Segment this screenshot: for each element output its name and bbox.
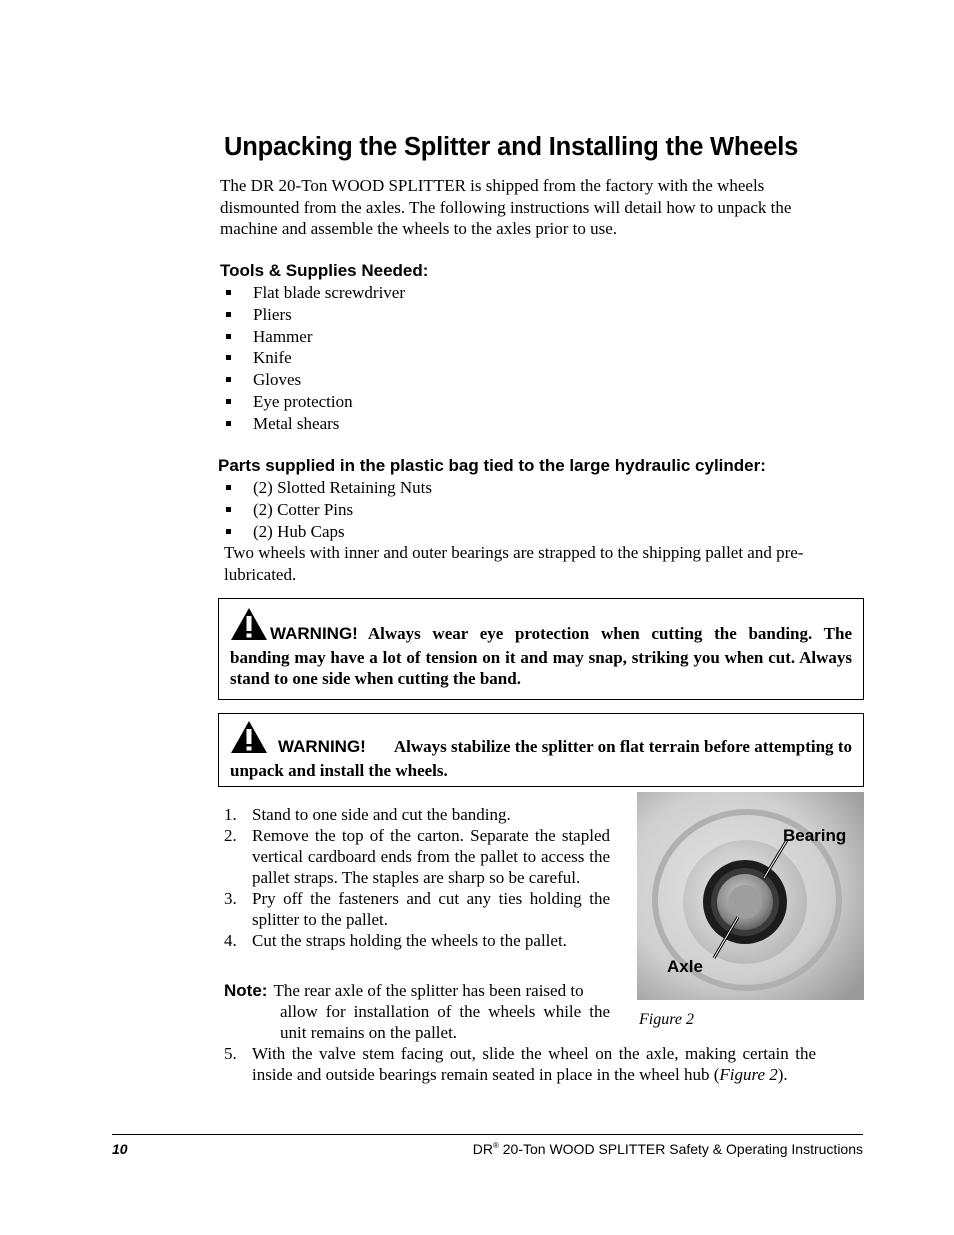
- figure-photo-wheel-hub: [637, 792, 864, 1000]
- list-item: (2) Hub Caps: [224, 521, 432, 543]
- warning-triangle-icon: [230, 607, 268, 647]
- figure-reference: Figure 2: [719, 1065, 778, 1084]
- list-item: [224, 1043, 816, 1085]
- axle-label: Axle: [667, 957, 703, 976]
- figure-caption: Figure 2: [639, 1011, 694, 1028]
- warning-triangle-icon: [230, 720, 268, 760]
- list-item: Hammer: [224, 326, 405, 348]
- brand: DR: [472, 1141, 493, 1157]
- list-item: [224, 825, 610, 888]
- note: [224, 980, 610, 1043]
- note-label: Note:: [224, 981, 268, 1000]
- bearing-label: Bearing: [783, 826, 847, 845]
- warning-label: WARNING!: [270, 624, 358, 643]
- warning-text: Always stabilize the splitter on flat terrain before attempting to unpack and install the wheels.: [230, 737, 852, 780]
- list-item: Gloves: [224, 369, 405, 391]
- step-text-end: ).: [777, 1065, 788, 1084]
- list-item: (2) Cotter Pins: [224, 499, 432, 521]
- list-item: Flat blade screwdriver: [224, 282, 405, 304]
- running-footer: [473, 1141, 863, 1157]
- step-number: 4.: [224, 931, 237, 950]
- list-item: [224, 888, 610, 930]
- step-text: Remove the top of the carton. Separate the stapled vertical cardboard ends from the pallet to access the pallet straps. The staples are sharp so be careful.: [252, 826, 610, 887]
- list-item: Knife: [224, 347, 405, 369]
- step-text: With the valve stem facing out, slide the wheel on the axle, making certain the inside and outside bearings remain seated in place in the wheel hub (: [252, 1044, 816, 1084]
- pallet-paragraph: Two wheels with inner and outer bearings are strapped to the shipping pallet and pre-lubricated.: [224, 543, 804, 584]
- tools-heading: Tools & Supplies Needed:: [220, 261, 429, 280]
- parts-list: [224, 477, 432, 542]
- parts-heading: Parts supplied in the plastic bag tied to the large hydraulic cylinder:: [218, 456, 766, 475]
- intro-paragraph: The DR 20-Ton WOOD SPLITTER is shipped from the factory with the wheels dismounted from the axles. The following instructions will detail how to unpack the machine and assemble the wheels to the axles prior to use.: [220, 176, 792, 238]
- list-item: Eye protection: [224, 391, 405, 413]
- step-number: 1.: [224, 805, 237, 824]
- note-text-continued: allow for installation of the wheels while the unit remains on the pallet.: [280, 1002, 610, 1042]
- list-item: (2) Slotted Retaining Nuts: [224, 477, 432, 499]
- registered-mark: ®: [492, 1141, 499, 1150]
- tools-list: [224, 282, 405, 435]
- warning-box-stabilize: [218, 713, 864, 787]
- list-item: Pliers: [224, 304, 405, 326]
- step-text: Cut the straps holding the wheels to the pallet.: [252, 931, 567, 950]
- step-text: Stand to one side and cut the banding.: [252, 805, 511, 824]
- warning-text: Always wear eye protection when cutting the banding. The banding may have a lot of tension on it and may snap, striking you when cut. Always stand to one side when cutting the band.: [230, 624, 852, 688]
- footer-title: 20-Ton WOOD SPLITTER Safety & Operating Instructions: [498, 1141, 863, 1157]
- step-number: 3.: [224, 889, 237, 908]
- list-item: Metal shears: [224, 413, 405, 435]
- steps-list: [224, 804, 610, 951]
- note-text: The rear axle of the splitter has been raised to: [273, 981, 584, 1000]
- section-title: Unpacking the Splitter and Installing the Wheels: [224, 133, 799, 161]
- warning-label: WARNING!: [278, 737, 366, 756]
- page-number: 10: [112, 1141, 128, 1157]
- step-number: 2.: [224, 826, 237, 845]
- footer-divider: [112, 1134, 863, 1135]
- step-text: Pry off the fasteners and cut any ties holding the splitter to the pallet.: [252, 889, 610, 929]
- list-item: [224, 804, 610, 825]
- warning-box-eye-protection: [218, 598, 864, 700]
- step-number: 5.: [224, 1044, 237, 1063]
- steps-list-continued: [224, 1043, 816, 1085]
- list-item: [224, 930, 610, 951]
